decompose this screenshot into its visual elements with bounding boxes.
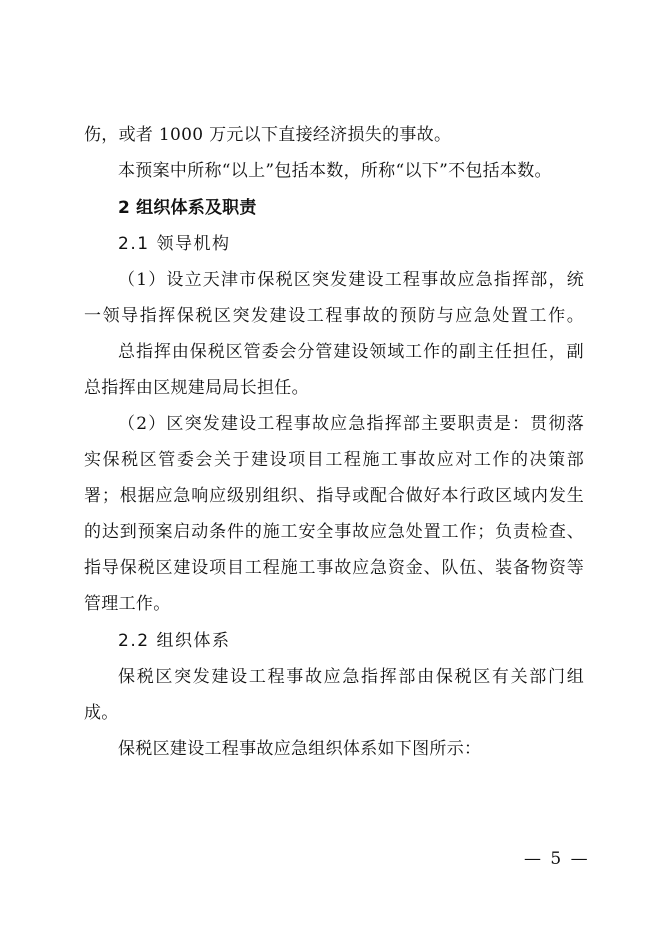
paragraph-line-9: （2）区突发建设工程事故应急指挥部主要职责是：贯彻落 (118, 414, 584, 434)
paragraph-line-7: 总指挥由保税区管委会分管建设领域工作的副主任担任，副 (118, 342, 584, 362)
paragraph-line-8: 总指挥由区规建局局长担任。 (84, 378, 309, 398)
paragraph-line-17: 成。 (84, 703, 119, 723)
section-heading-2: 2 组织体系及职责 (118, 198, 257, 218)
paragraph-line-2: 本预案中所称“以上”包括本数，所称“以下”不包括本数。 (118, 161, 552, 181)
paragraph-line-12: 的达到预案启动条件的施工安全事故应急处置工作；负责检查、 (84, 522, 584, 542)
paragraph-line-11: 署；根据应急响应级别组织、指导或配合做好本行政区域内发生 (84, 486, 584, 506)
paragraph-line-10: 实保税区管委会关于建设项目工程施工事故应对工作的决策部 (84, 450, 584, 470)
paragraph-line-14: 管理工作。 (84, 594, 171, 614)
paragraph-line-5: （1）设立天津市保税区突发建设工程事故应急指挥部，统 (118, 270, 584, 290)
subsection-heading-2-1: 2.1 领导机构 (118, 234, 231, 254)
paragraph-line-13: 指导保税区建设项目工程施工事故应急资金、队伍、装备物资等 (84, 558, 584, 578)
paragraph-line-18: 保税区建设工程事故应急组织体系如下图所示： (118, 739, 482, 759)
paragraph-line-1: 伤，或者 1000 万元以下直接经济损失的事故。 (84, 125, 452, 145)
paragraph-line-16: 保税区突发建设工程事故应急指挥部由保税区有关部门组 (118, 667, 584, 687)
paragraph-line-6: 一领导指挥保税区突发建设工程事故的预防与应急处置工作。 (84, 306, 584, 326)
subsection-heading-2-2: 2.2 组织体系 (118, 631, 231, 651)
page-number: — 5 — (524, 849, 590, 869)
